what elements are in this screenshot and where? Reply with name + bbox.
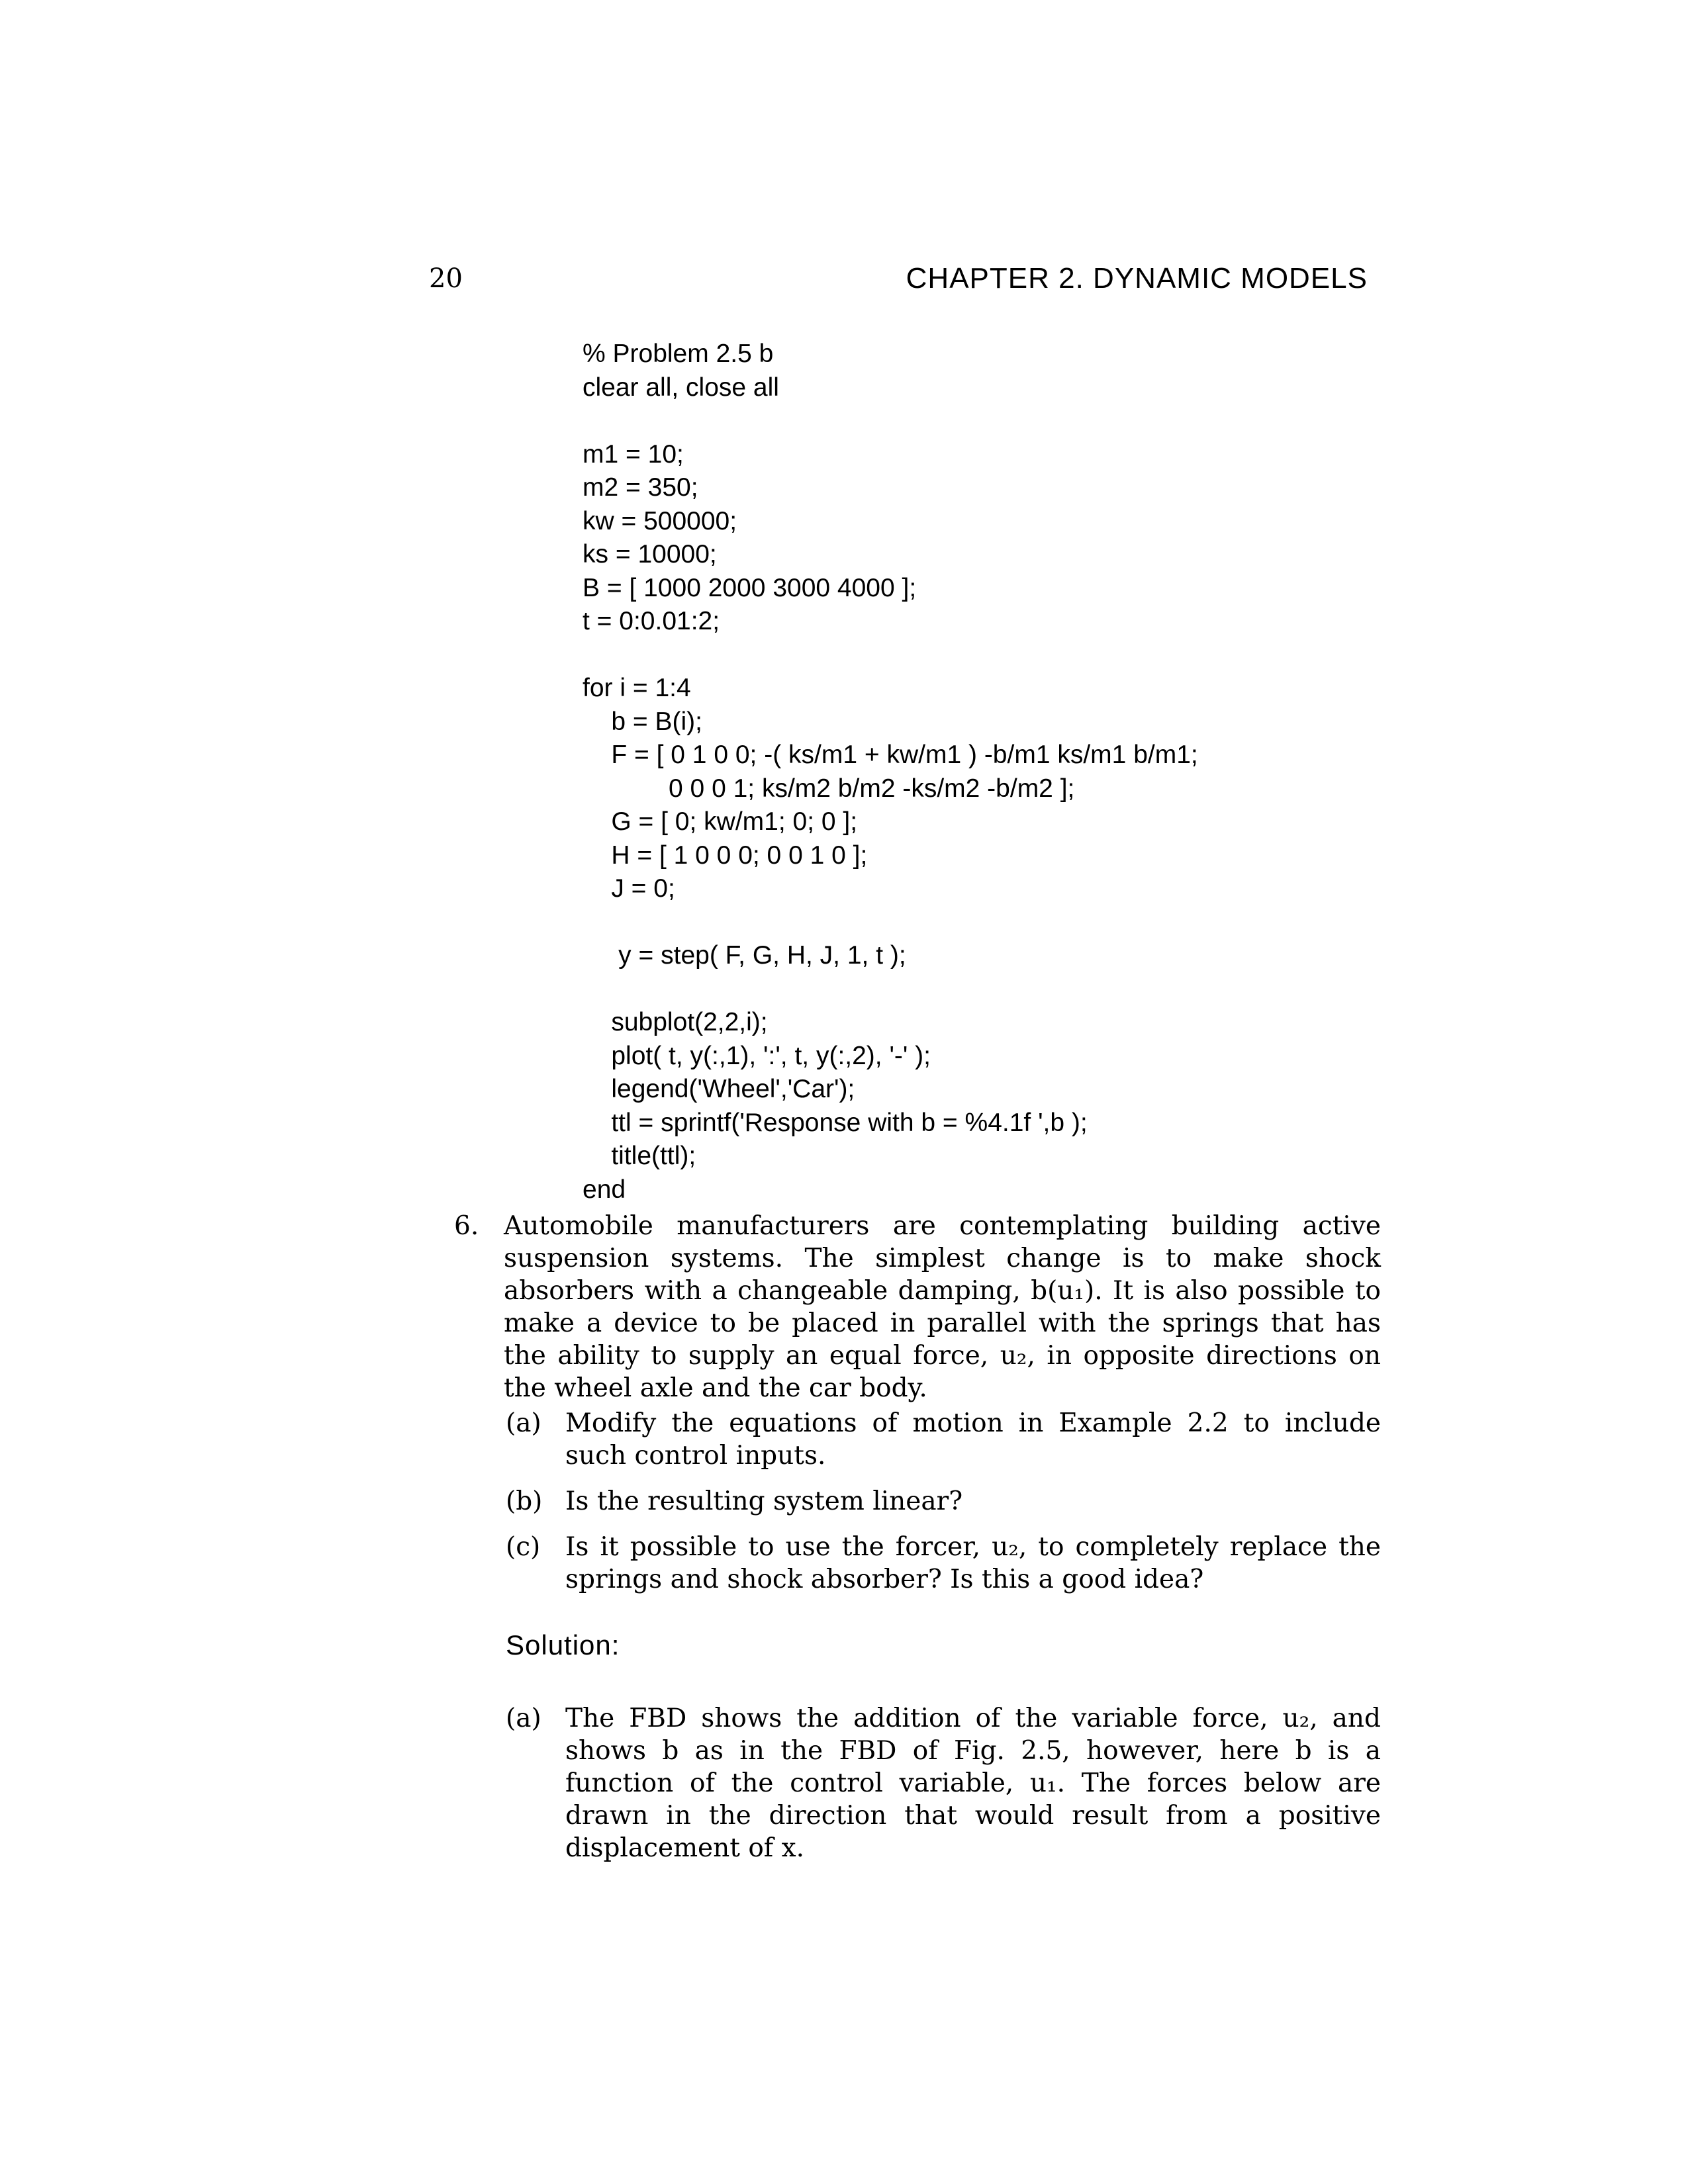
subpart-label: (a): [506, 1408, 541, 1438]
code-line: [583, 906, 1198, 940]
code-line: m1 = 10;: [583, 439, 684, 469]
subpart-b: [506, 1485, 1381, 1518]
code-line: F = [ 0 1 0 0; -( ks/m1 + kw/m1 ) -b/m1 ks/m1 b/m1;: [583, 741, 1198, 769]
subpart-text: Is the resulting system linear?: [565, 1486, 963, 1516]
solution-item: [506, 1702, 1381, 1864]
running-head: CHAPTER 2. DYNAMIC MODELS: [906, 262, 1368, 295]
problem-subparts: [506, 1407, 1381, 1609]
code-line: end: [583, 1175, 626, 1204]
code-line: [583, 973, 1198, 1007]
code-line: kw = 500000;: [583, 506, 737, 535]
solution-part-a: [506, 1702, 1381, 1878]
code-line: [583, 639, 1198, 672]
solution-label: (a): [506, 1704, 541, 1733]
problem-number: 6.: [454, 1211, 479, 1241]
code-line: t = 0:0.01:2;: [583, 607, 720, 635]
subpart-c: [506, 1531, 1381, 1596]
solution-heading: Solution:: [506, 1629, 620, 1661]
subpart-text: Modify the equations of motion in Example 2.2 to include such control inputs.: [565, 1408, 1381, 1471]
code-line: G = [ 0; kw/m1; 0; 0 ];: [583, 807, 858, 836]
matlab-code-block: [583, 338, 1198, 1206]
code-line: 0 0 0 1; ks/m2 b/m2 -ks/m2 -b/m2 ];: [583, 774, 1075, 803]
code-line: B = [ 1000 2000 3000 4000 ];: [583, 573, 917, 602]
code-line: title(ttl);: [583, 1142, 696, 1170]
code-line: plot( t, y(:,1), ':', t, y(:,2), '-' );: [583, 1041, 931, 1070]
code-line: ks = 10000;: [583, 540, 717, 569]
code-line: J = 0;: [583, 874, 675, 903]
code-line: % Problem 2.5 b: [583, 340, 774, 368]
code-line: subplot(2,2,i);: [583, 1008, 768, 1036]
subpart-a: [506, 1407, 1381, 1472]
subpart-text: Is it possible to use the forcer, u₂, to completely replace the springs and shock absorber? Is this a good idea?: [565, 1532, 1381, 1594]
code-line: legend('Wheel','Car');: [583, 1075, 855, 1103]
code-line: m2 = 350;: [583, 473, 698, 502]
code-line: for i = 1:4: [583, 674, 691, 702]
code-line: clear all, close all: [583, 373, 779, 402]
code-line: [583, 404, 1198, 438]
code-line: b = B(i);: [583, 707, 702, 736]
code-line: ttl = sprintf('Response with b = %4.1f ',b );: [583, 1108, 1088, 1137]
subpart-label: (c): [506, 1532, 541, 1562]
code-line: y = step( F, G, H, J, 1, t );: [583, 941, 906, 970]
code-line: H = [ 1 0 0 0; 0 0 1 0 ];: [583, 841, 868, 870]
solution-text: The FBD shows the addition of the variable force, u₂, and shows b as in the FBD of Fig. 2.5, however, here b is a function of the control variable, u₁. The forces below are drawn in the direction that would result from a positive displacement of x.: [565, 1704, 1381, 1863]
subpart-label: (b): [506, 1486, 543, 1516]
problem-text: Automobile manufacturers are contemplating building active suspension systems. The simplest change is to make shock absorbers with a changeable damping, b(u₁). It is also possible to make a device to be placed in parallel with the springs that has the ability to supply an equal force, u₂, in opposite directions on the wheel axle and the car body.: [504, 1211, 1381, 1403]
page-number: 20: [429, 263, 463, 294]
problem-6: [454, 1210, 1381, 1404]
